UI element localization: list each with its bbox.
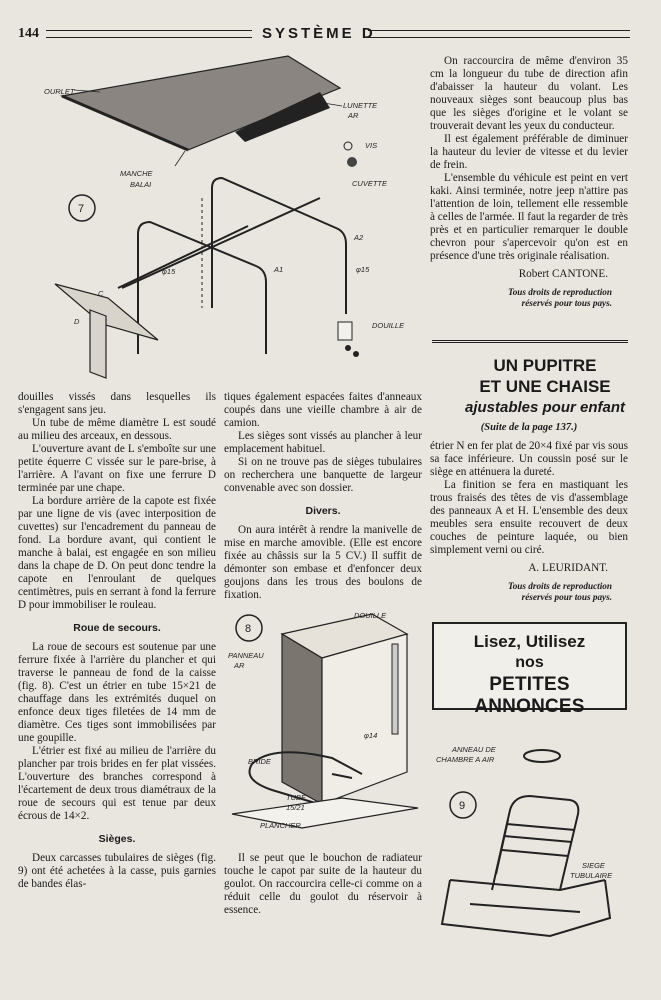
col1-paragraph: L'étrier est fixé au milieu de l'arrière du plancher par trois brides en fer plat vissées. L'ouverture des branches correspond à l'écartement de deux trous diamétraux de la roue de secours qui est tenue par deux écrous de 14×2.	[18, 745, 216, 822]
header-rule-right	[368, 30, 630, 38]
equerre-c-and-ferrure-d	[55, 284, 158, 378]
col3-paragraph: L'ensemble du véhicule est peint en vert kaki. Ainsi terminée, notre jeep n'attire pas l'attention de loin, tellement elle ressemble à celles de l'armée. Il faut la regarder de très près et en particulier remarquer le double chevron pour s'apercevoir qu'on est en présence d'une très originale réalisation.	[430, 172, 628, 262]
label-douille: DOUILLE	[354, 611, 387, 620]
label-phi15-a: φ15	[162, 267, 176, 276]
anneau-icon	[524, 750, 560, 762]
figure-9-drawing	[430, 740, 630, 940]
label-douille: DOUILLE	[372, 321, 405, 330]
subhead-roue-de-secours: Roue de secours.	[73, 622, 161, 634]
label-a1: A1	[274, 265, 284, 274]
col3-paragraph: étrier N en fer plat de 20×4 fixé par vis sous sa face inférieure. Un coussin posé sur le siège en atténuera la dureté.	[430, 440, 628, 478]
running-title: SYSTÈME D	[262, 25, 376, 42]
label-plancher: PLANCHER	[260, 821, 301, 830]
column-3-top	[430, 55, 628, 309]
ad-line-1: Lisez, Utilisez	[473, 632, 586, 651]
label-c: C	[98, 289, 104, 298]
column-2-top	[224, 391, 422, 602]
column-1	[18, 391, 216, 891]
author-cantone: Robert CANTONE.	[518, 268, 608, 280]
col1-paragraph: La bordure arrière de la capote est fixée par une ligne de vis (avec interposition de cuvettes) sur l'encadrement du panneau de fond. La bordure avant, qui contient le manche à balai, est engagée en son milieu dans la chape de D. On peut donc tendre la capote en l'enroulant de quelques centimètres, puis en serrant à fond la ferrure D pour immobiliser le rouleau.	[18, 495, 216, 611]
petites-annonces-ad	[432, 622, 627, 717]
col2-paragraph: tiques également espacées faites d'anneaux coupés dans une vieille chambre à air de camion.	[224, 391, 422, 429]
col3-paragraph: Il est également préférable de diminuer la hauteur du levier de vitesse et du levier de frein.	[430, 133, 628, 171]
col1-paragraph: La roue de secours est soutenue par une ferrure fixée à l'arrière du plancher et qui traverse le panneau de fond de la caisse (fig. 8). C'est un étrier en tube 15×21 de chauffage dans les extrémités duquel on enfonce deux tiges filetées de 14 mm de diamètre. Ces tiges sont immobilisées par une goupille.	[18, 641, 216, 744]
label-cuvette: CUVETTE	[352, 179, 388, 188]
page-number: 144	[18, 26, 39, 41]
label-d: D	[74, 317, 80, 326]
rights-line: Tous droits de reproduction	[507, 287, 612, 297]
label-balai: BALAI	[130, 180, 152, 189]
col3-paragraph: La finition se fera en mastiquant les trous fraisés des têtes de vis d'assemblage des panneaux A et H. L'ensemble des deux meubles sera ensuite recouvert de deux couches de peinture laquée, ou bien simplement verni ou ciré.	[430, 479, 628, 556]
figure-7-drawing	[30, 48, 420, 390]
label-anneau: ANNEAU DE	[452, 745, 496, 754]
subhead-divers: Divers.	[305, 505, 341, 517]
figure-7-number: 7	[78, 203, 85, 215]
douille-part	[338, 322, 352, 340]
label-panneau-ar: AR	[234, 661, 245, 670]
article-separator	[432, 340, 628, 343]
col3-paragraph: On raccourcira de même d'environ 35 cm la longueur du tube de direction afin d'abaisser la hauteur du volant. Les nouveaux sièges sont beaucoup plus bas que les sièges d'origine et le volant se trouverait devant les yeux du conducteur.	[430, 55, 628, 132]
article-title-line-1: UN PUPITRE	[493, 356, 597, 375]
label-siege: SIEGE	[582, 861, 605, 870]
ad-line-3: PETITES ANNONCES	[474, 674, 585, 717]
author-leuridant: A. LEURIDANT.	[528, 562, 608, 574]
figure-8-drawing	[222, 594, 422, 846]
label-bride: BRIDE	[248, 757, 271, 766]
label-panneau: PANNEAU	[228, 651, 264, 660]
figure-9-number: 9	[459, 800, 466, 812]
column-2-bottom	[224, 852, 422, 917]
col1-paragraph: Un tube de même diamètre L est soudé au milieu des arceaux, en dessous.	[18, 417, 216, 442]
col1-paragraph: douilles vissés dans lesquelles ils s'engagent sans jeu.	[18, 391, 216, 416]
label-tube: TUBE	[286, 793, 307, 802]
subhead-sieges: Sièges.	[98, 833, 136, 845]
label-lunette: LUNETTE	[343, 101, 378, 110]
col2-paragraph: Si on ne trouve pas de sièges tubulaires on recherchera une banquette de largeur convenable avec son dossier.	[224, 456, 422, 494]
rights-line: réservés pour tous pays.	[521, 592, 612, 602]
label-tube-size: 15/21	[286, 803, 305, 812]
column-3-bottom	[430, 418, 628, 603]
label-a2: A2	[354, 233, 364, 242]
continued-from: (Suite de la page 137.)	[480, 422, 578, 433]
label-lunette-ar: AR	[348, 111, 359, 120]
label-phi14: φ14	[364, 731, 378, 740]
vis-icon	[344, 142, 352, 150]
figure-8-number: 8	[245, 623, 252, 635]
col2-paragraph: Les sièges sont vissés au plancher à leur emplacement habituel.	[224, 430, 422, 455]
rights-line: Tous droits de reproduction	[507, 581, 612, 591]
col1-paragraph: Deux carcasses tubulaires de sièges (fig. 9) ont été achetées à la casse, puis garnies de bandes élas-	[18, 852, 216, 890]
header-rule-left	[46, 30, 252, 38]
tube-frame	[118, 178, 346, 354]
ad-line-2: nos	[515, 654, 544, 671]
label-ourlet: OURLET	[44, 87, 75, 96]
col2-paragraph: Il se peut que le bouchon de radiateur touche le capot par suite de la hauteur du goulot. On raccourcira celle-ci comme on a réduit celle du goulot du réservoir à essence.	[224, 852, 422, 916]
col1-paragraph: L'ouverture avant de L s'emboîte sur une petite équerre C vissée sur le pare-brise, à l'arrière. A l'avant on fixe une ferrure D terminée par une chape.	[18, 443, 216, 494]
cuvette-icon	[347, 157, 357, 167]
label-phi15-b: φ15	[356, 265, 370, 274]
col2-paragraph: On aura intérêt à rendre la manivelle de mise en marche amovible. (Elle est encore fixée au châssis sur la 5 CV.) Il suffit de démonter son embase et d'enfoncer deux goujons dans les trous des boulons de fixation.	[224, 524, 422, 601]
label-vis: VIS	[365, 141, 378, 150]
article-subtitle: ajustables pour enfant	[464, 399, 626, 416]
rights-line: réservés pour tous pays.	[521, 298, 612, 308]
label-chambre-a-air: CHAMBRE A AIR	[436, 755, 495, 764]
label-manche: MANCHE	[120, 169, 153, 178]
article-title-line-2: ET UNE CHAISE	[479, 377, 611, 396]
label-tubulaire: TUBULAIRE	[570, 871, 613, 880]
